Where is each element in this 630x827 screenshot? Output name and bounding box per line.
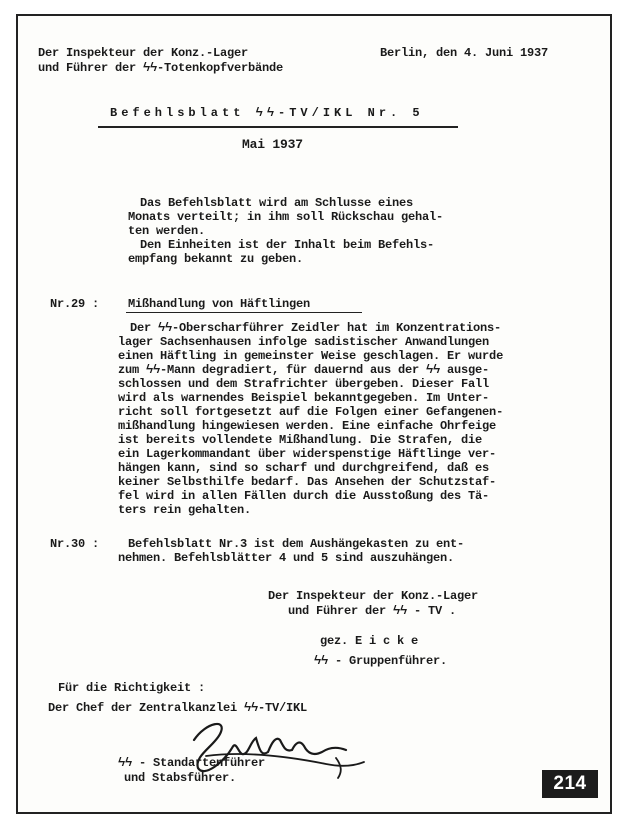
header-date: Berlin, den 4. Juni 1937 [380,46,549,60]
section-29-line-11: hängen kann, sind so scharf und durchgreifend, daß es [118,461,490,475]
intro-line-4: Den Einheiten ist der Inhalt beim Befehls- [140,238,435,252]
certification-line-2: Der Chef der Zentralkanzlei ϟϟ-TV/IKL [48,701,308,715]
section-29-line-4: zum ϟϟ-Mann degradiert, für dauernd aus der ϟϟ ausge- [118,363,490,377]
section-29-line-1: Der ϟϟ-Oberscharführer Zeidler hat im Konzentrations- [130,321,502,335]
certification-line-1: Für die Richtigkeit : [58,681,206,695]
section-29-line-2: lager Sachsenhausen infolge sadistischer Anwandlungen [118,335,490,349]
section-29-line-14: ters rein gehalten. [118,503,252,517]
intro-line-5: empfang bekannt zu geben. [128,252,304,266]
section-29-line-13: fel wird in allen Fällen durch die Ausstoßung des Tä- [118,489,490,503]
page-number-badge: 214 [542,770,598,798]
signer-rank-line-2: und Stabsführer. [124,771,237,785]
intro-line-3: ten werden. [128,224,206,238]
section-30-number: Nr.30 : [50,537,100,551]
section-29-line-9: ist bereits vollendete Mißhandlung. Die Strafen, die [118,433,483,447]
section-29-number: Nr.29 : [50,297,100,311]
section-29-line-3: einen Häftling in gemeinster Weise geschlagen. Er wurde [118,349,504,363]
signer-rank-line-1: ϟϟ - Standartenführer [118,756,266,770]
title-underline [98,126,458,128]
section-30-line-2: nehmen. Befehlsblätter 4 und 5 sind auszuhängen. [118,551,455,565]
section-29-heading-underline [126,312,362,313]
signoff-line-1: Der Inspekteur der Konz.-Lager [268,589,479,603]
signed-rank: ϟϟ - Gruppenführer. [314,654,448,668]
section-29-line-12: keiner Selbsthilfe bedarf. Das Ansehen der Schutzstaf- [118,475,497,489]
section-29-line-8: mißhandlung hingewiesen werden. Eine einfache Ohrfeige [118,419,497,433]
intro-line-1: Das Befehlsblatt wird am Schlusse eines [140,196,414,210]
section-29-line-5: schlossen und dem Strafrichter übergeben. Dieser Fall [118,377,490,391]
header-issuer-line-2: und Führer der ϟϟ-Totenkopfverbände [38,61,284,75]
signoff-line-2: und Führer der ϟϟ - TV . [288,604,457,618]
section-30-line-1: Befehlsblatt Nr.3 ist dem Aushängekasten zu ent- [128,537,465,551]
document-page [16,14,612,814]
intro-line-2: Monats verteilt; in ihm soll Rückschau gehal- [128,210,444,224]
section-29-line-10: ein Lagerkommandant über widerspenstige Häftlinge ver- [118,447,497,461]
section-29-heading: Mißhandlung von Häftlingen [128,297,311,311]
header-issuer-line-1: Der Inspekteur der Konz.-Lager [38,46,249,60]
section-29-line-6: wird als warnendes Beispiel bekanntgegeben. Im Unter- [118,391,490,405]
document-subtitle: Mai 1937 [242,137,303,152]
section-29-line-7: richt soll fortgesetzt auf die Folgen einer Gefangenen- [118,405,504,419]
document-title: Befehlsblatt ϟϟ-TV/IKL Nr. 5 [110,106,424,120]
signed-name: gez. E i c k e [320,634,419,648]
